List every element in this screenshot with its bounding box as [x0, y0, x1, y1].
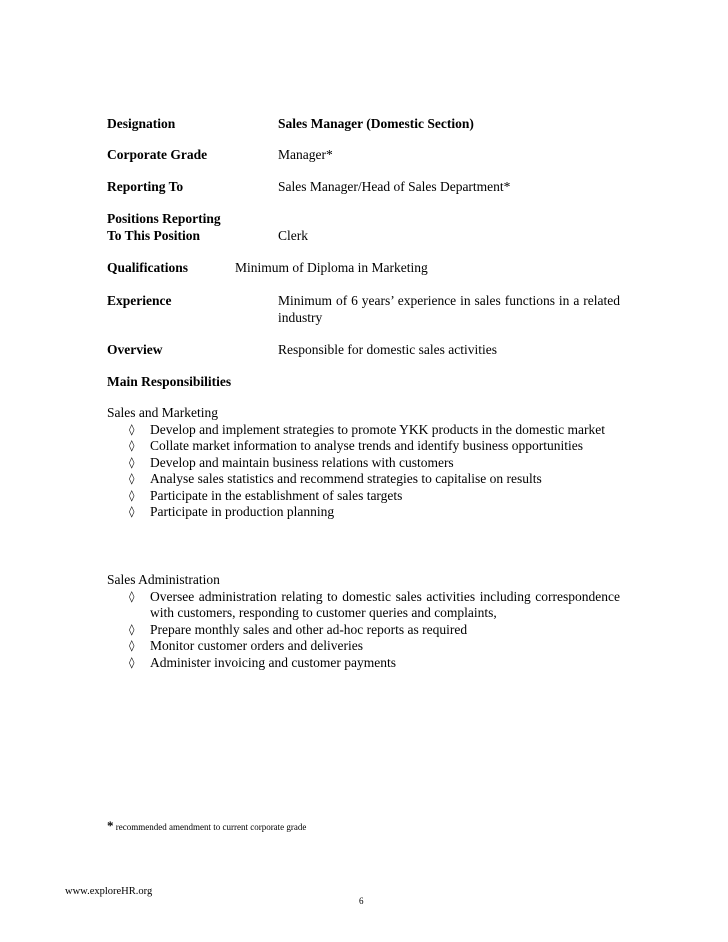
overview-value: Responsible for domestic sales activities	[278, 342, 497, 357]
experience-value: Minimum of 6 years’ experience in sales functions in a related industry	[278, 293, 620, 325]
diamond-bullet-icon: ◊	[129, 488, 135, 502]
footnote-text: recommended amendment to current corporate grade	[115, 822, 307, 832]
positions-reporting-value: Clerk	[278, 227, 308, 243]
positions-reporting-label-line1: Positions Reporting	[107, 211, 221, 226]
diamond-bullet-icon: ◊	[129, 589, 135, 603]
list-item	[107, 471, 620, 488]
page-number: 6	[359, 896, 364, 906]
positions-reporting-label-line2: To This Position	[107, 227, 201, 243]
list-item	[107, 589, 620, 622]
list-item-text: Administer invoicing and customer payments	[150, 654, 396, 670]
list-item	[107, 622, 620, 639]
diamond-bullet-icon: ◊	[129, 505, 135, 518]
list-item	[107, 422, 620, 439]
diamond-bullet-icon: ◊	[129, 472, 135, 485]
overview-label: Overview	[107, 342, 163, 357]
list-item	[107, 638, 620, 655]
list-item-text: Participate in the establishment of sales targets	[150, 487, 403, 503]
list-item-text: Monitor customer orders and deliveries	[150, 638, 363, 653]
diamond-bullet-icon: ◊	[129, 439, 135, 452]
section-title: Sales Administration	[107, 572, 220, 587]
responsibility-list	[107, 589, 620, 672]
list-item	[107, 488, 620, 505]
diamond-bullet-icon: ◊	[129, 455, 135, 469]
positions-reporting-label	[107, 211, 221, 244]
footer-website: www.exploreHR.org	[65, 886, 153, 897]
list-item-text: Prepare monthly sales and other ad-hoc reports as required	[150, 621, 468, 637]
reporting-to-label: Reporting To	[107, 179, 184, 194]
list-item	[107, 655, 620, 672]
responsibility-list	[107, 422, 620, 521]
list-item	[107, 504, 620, 521]
list-item	[107, 438, 620, 455]
qualifications-label: Qualifications	[107, 260, 189, 275]
section-sales-marketing	[107, 405, 620, 521]
main-responsibilities-heading: Main Responsibilities	[107, 374, 232, 389]
reporting-to-value: Sales Manager/Head of Sales Department*	[278, 179, 511, 194]
list-item-text: Oversee administration relating to domestic sales activities including correspondence with customers, responding to customer queries and complaints,	[150, 588, 620, 620]
diamond-bullet-icon: ◊	[129, 622, 135, 636]
section-title: Sales and Marketing	[107, 405, 218, 420]
diamond-bullet-icon: ◊	[129, 639, 135, 652]
diamond-bullet-icon: ◊	[129, 655, 135, 669]
experience-label: Experience	[107, 293, 172, 308]
list-item-text: Collate market information to analyse trends and identify business opportunities	[150, 438, 584, 453]
qualifications-value: Minimum of Diploma in Marketing	[235, 260, 428, 275]
section-sales-administration	[107, 572, 620, 671]
corporate-grade-label: Corporate Grade	[107, 147, 208, 162]
designation-label: Designation	[107, 116, 176, 131]
corporate-grade-value: Manager*	[278, 147, 333, 162]
list-item-text: Analyse sales statistics and recommend strategies to capitalise on results	[150, 471, 542, 486]
list-item-text: Develop and implement strategies to promote YKK products in the domestic market	[150, 421, 606, 437]
diamond-bullet-icon: ◊	[129, 422, 135, 436]
designation-value: Sales Manager (Domestic Section)	[278, 116, 474, 131]
footnote	[107, 818, 306, 834]
footnote-star: *	[107, 818, 114, 833]
list-item	[107, 455, 620, 472]
list-item-text: Participate in production planning	[150, 504, 335, 519]
list-item-text: Develop and maintain business relations with customers	[150, 454, 454, 470]
